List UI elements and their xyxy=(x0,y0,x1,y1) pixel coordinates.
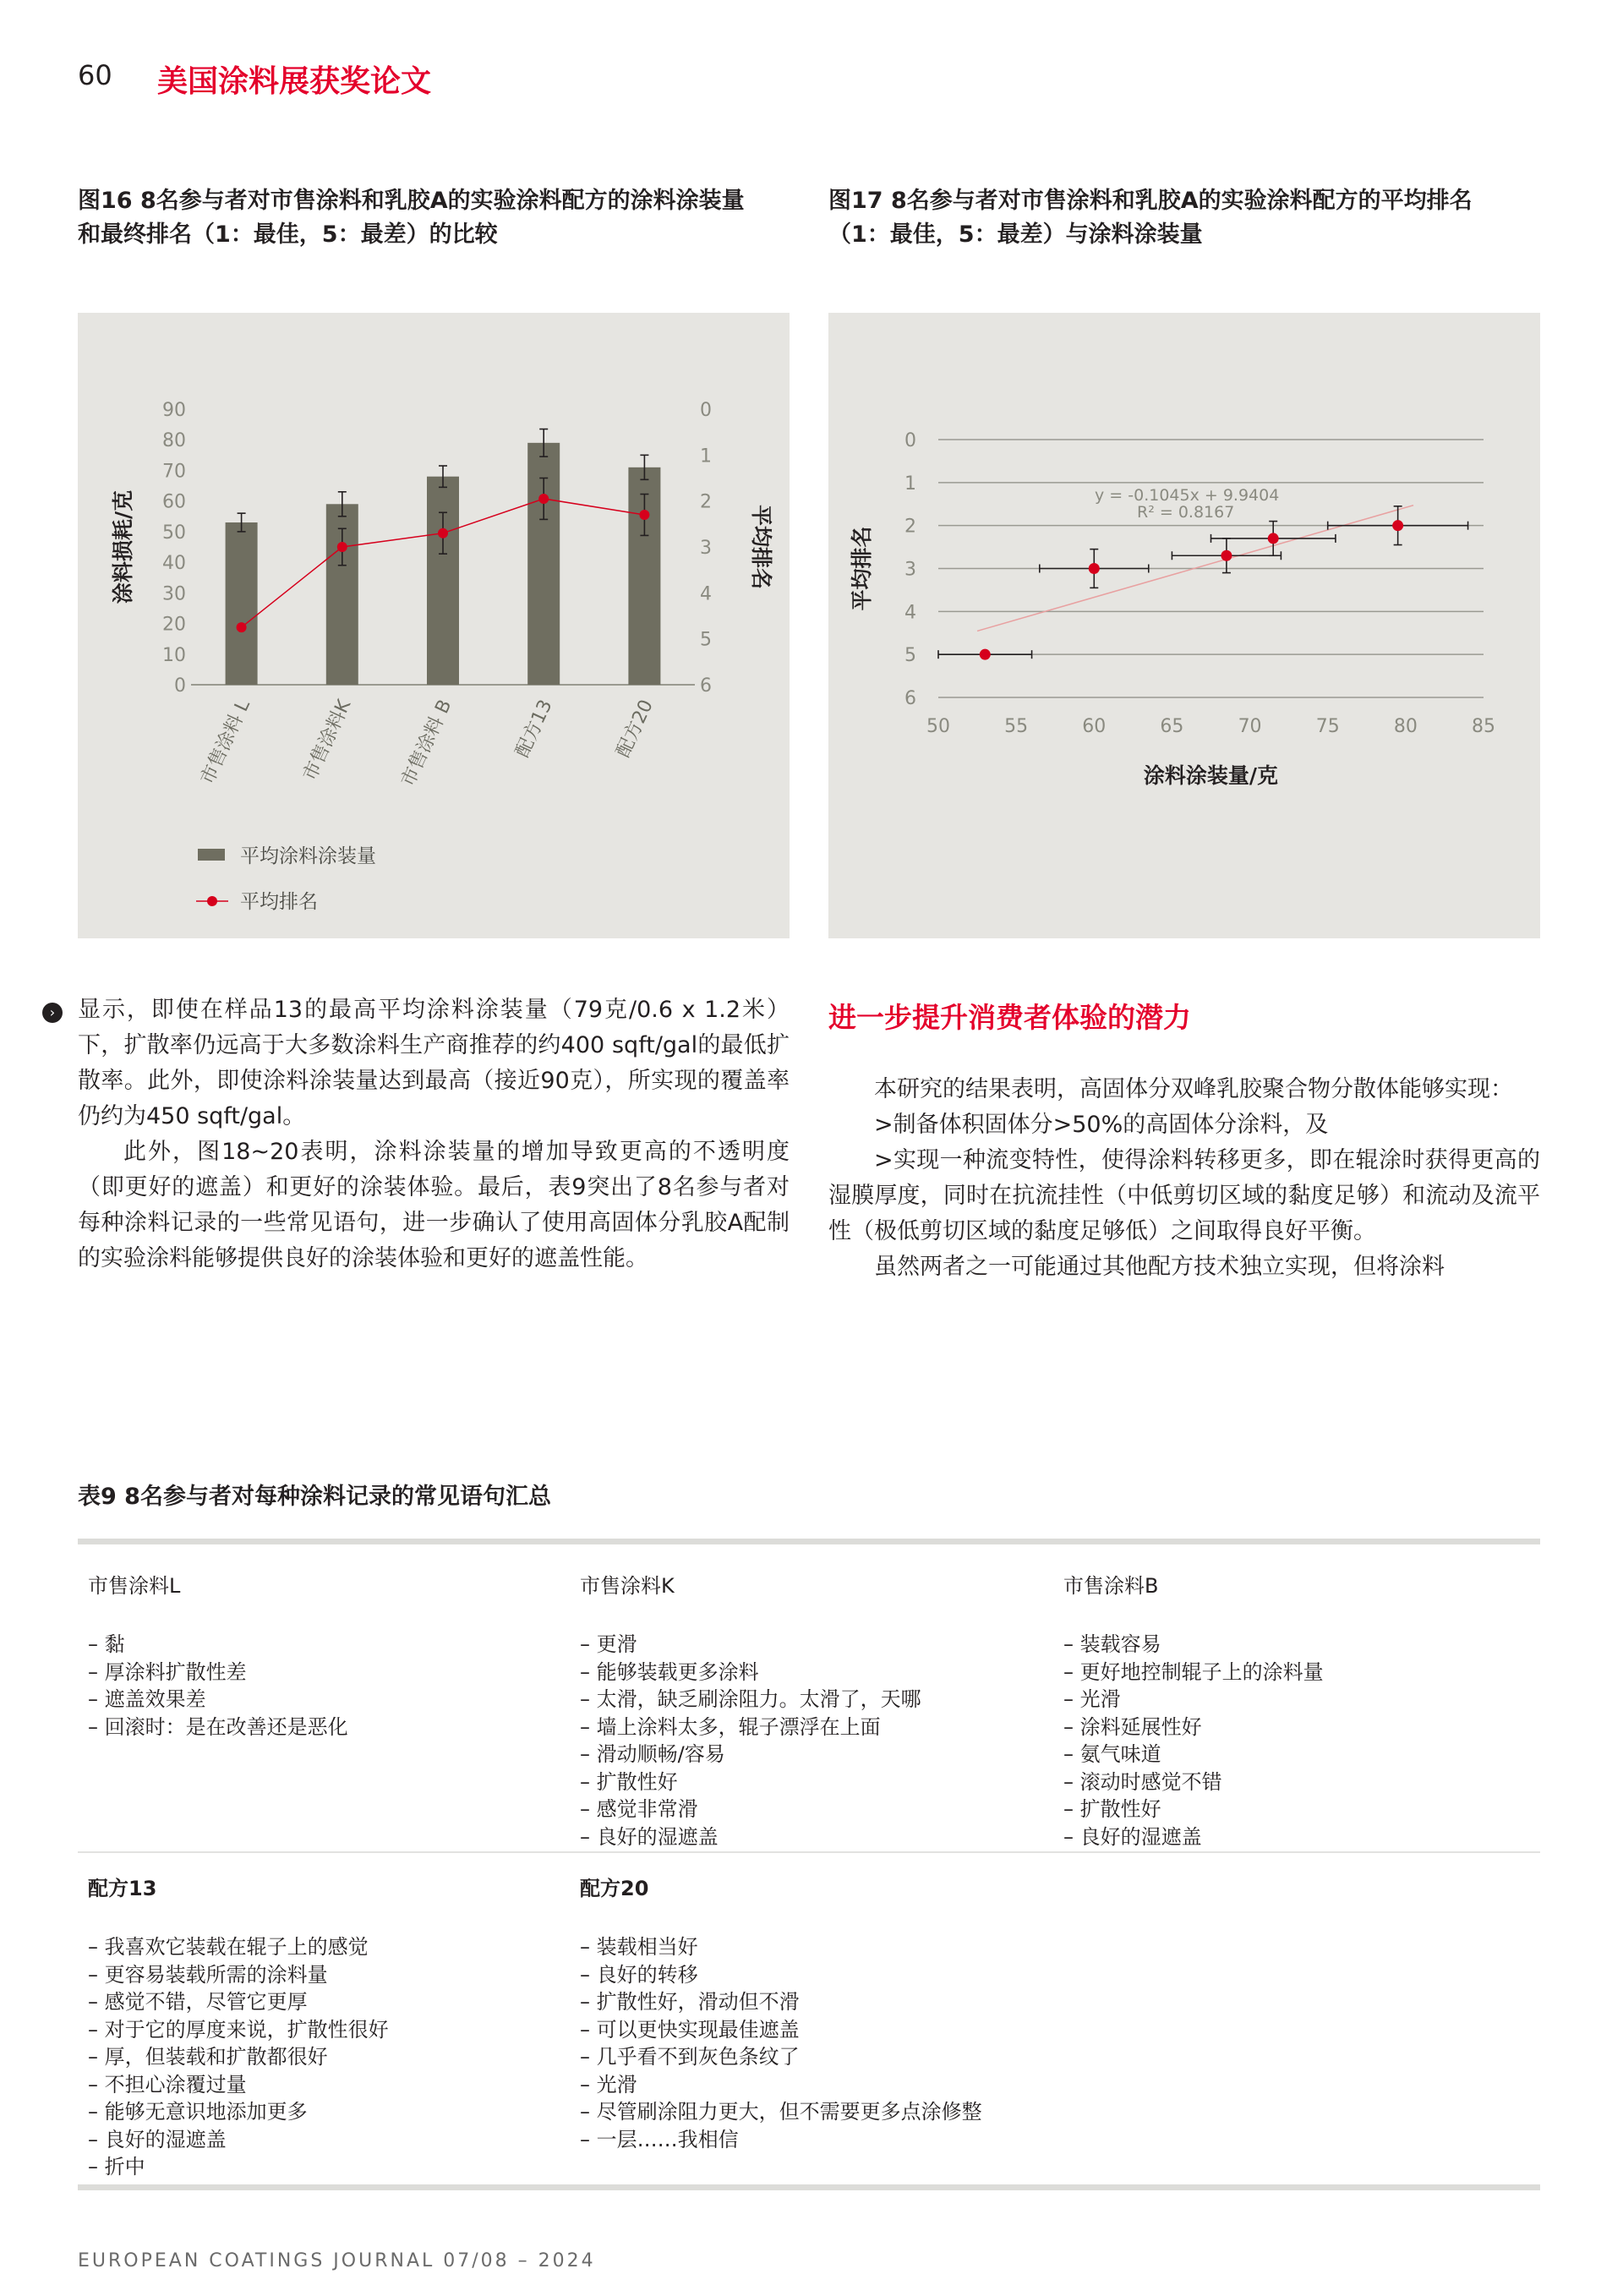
table9-item: – 良好的转移 xyxy=(580,1962,698,1987)
fig16-y2-tick-label: 4 xyxy=(700,583,712,605)
table9-item: – 装载容易 xyxy=(1063,1632,1161,1656)
table9-item: – 更容易装载所需的涂料量 xyxy=(88,1962,328,1987)
section-heading: 进一步提升消费者体验的潜力 xyxy=(828,1001,1191,1034)
footer-journal: EUROPEAN COATINGS JOURNAL 07/08 – 2024 xyxy=(78,2250,596,2271)
fig17-x-tick-label: 75 xyxy=(1315,716,1340,737)
table9-cell-commercial-b xyxy=(1063,1569,1537,1850)
fig16-rank-point xyxy=(337,542,347,552)
fig16-bar xyxy=(226,522,258,685)
table9-item: – 不担心涂覆过量 xyxy=(88,2072,247,2096)
table9-col-header: 市售涂料B xyxy=(1063,1574,1159,1598)
table9-item: – 滑动顺畅/容易 xyxy=(580,1742,725,1766)
body-left-paragraph-2: 此外，图18~20表明，涂料涂装量的增加导致更高的不透明度（即更好的遮盖）和更好的涂装体验。最后，表9突出了8名参与者对每种涂料记录的一些常见语句，进一步确认了使用高固体分乳胶A配制的实验涂料能够提供良好的涂装体验和更好的遮盖性能。 xyxy=(78,1139,790,1271)
fig17-x-tick-label: 60 xyxy=(1082,716,1107,737)
fig16-y2-tick-label: 5 xyxy=(700,629,712,651)
fig17-chart xyxy=(828,313,1540,938)
table9-top-rule xyxy=(78,1539,1540,1544)
fig17-trend-equation: y = -0.1045x + 9.9404 xyxy=(1095,486,1280,505)
table9-item: – 良好的湿遮盖 xyxy=(580,1824,719,1849)
table9-item-list xyxy=(1063,1631,1537,1850)
table9-item: – 装载相当好 xyxy=(580,1935,698,1959)
fig16-y-tick-label: 80 xyxy=(162,430,186,452)
table9-col-header: 配方20 xyxy=(580,1877,649,1900)
fig16-svg xyxy=(78,313,790,938)
fig16-chart xyxy=(78,313,790,938)
table9-item: – 感觉不错，尽管它更厚 xyxy=(88,1990,308,2014)
table9-col-header: 配方13 xyxy=(88,1877,157,1900)
fig17-data-point xyxy=(1392,520,1403,531)
table9-item-list xyxy=(580,1933,1172,2153)
fig16-y-tick-label: 40 xyxy=(162,553,186,575)
table9-item: – 尽管刷涂阻力更大，但不需要更多点涂修整 xyxy=(580,2100,982,2124)
fig16-y2-tick-label: 1 xyxy=(700,446,712,467)
table9-item: – 几乎看不到灰色条纹了 xyxy=(580,2045,800,2069)
fig17-data-point xyxy=(1089,563,1100,574)
fig16-y2-tick-label: 6 xyxy=(700,675,712,697)
fig17-y-tick-label: 4 xyxy=(904,602,916,624)
table9-item-list xyxy=(88,1631,561,1741)
fig17-y-axis-label: 平均排名 xyxy=(850,526,874,611)
body-right xyxy=(828,1072,1540,1285)
table9-item: – 对于它的厚度来说，扩散性很好 xyxy=(88,2017,389,2042)
table9-item: – 厚涂料扩散性差 xyxy=(88,1659,247,1684)
fig16-x-tick-label: 市售涂料 B xyxy=(397,696,456,790)
body-right-paragraph-1: 本研究的结果表明，高固体分双峰乳胶聚合物分散体能够实现： xyxy=(874,1076,1513,1102)
body-right-paragraph-2: >制备体积固体分>50%的高固体分涂料，及 xyxy=(874,1112,1329,1138)
table9-item: – 墙上涂料太多，辊子漂浮在上面 xyxy=(580,1714,881,1739)
fig17-svg xyxy=(828,313,1540,938)
table9-item: – 更滑 xyxy=(580,1632,637,1656)
page-title: 美国涂料展获奖论文 xyxy=(157,64,432,99)
fig17-trend-r2: R² = 0.8167 xyxy=(1137,503,1235,522)
fig16-x-tick-label: 配方13 xyxy=(511,696,557,761)
fig17-x-tick-label: 50 xyxy=(926,716,950,737)
body-right-paragraph-4: 虽然两者之一可能通过其他配方技术独立实现，但将涂料 xyxy=(874,1254,1445,1280)
table9-item: – 可以更快实现最佳遮盖 xyxy=(580,2017,800,2042)
table9-caption: 表9 8名参与者对每种涂料记录的常见语句汇总 xyxy=(78,1484,551,1510)
circle-chevron-right-icon: › xyxy=(42,1003,63,1023)
body-left xyxy=(78,992,790,1276)
table9-cell-commercial-l xyxy=(88,1569,561,1741)
table9-item: – 滚动时感觉不错 xyxy=(1063,1769,1222,1794)
fig16-rank-point xyxy=(639,510,649,520)
fig17-x-axis-label: 涂料涂装量/克 xyxy=(1143,763,1279,788)
table9-item: – 折中 xyxy=(88,2155,145,2178)
fig17-x-tick-label: 55 xyxy=(1004,716,1029,737)
fig16-legend-bar-swatch xyxy=(198,849,225,861)
fig16-y-tick-label: 60 xyxy=(162,491,186,513)
fig17-data-point xyxy=(980,649,991,660)
fig17-y-tick-label: 5 xyxy=(904,645,916,667)
table9-item: – 能够无意识地添加更多 xyxy=(88,2100,308,2124)
fig16-caption-line2: 和最终排名（1：最佳，5：最差）的比较 xyxy=(78,221,498,248)
table9-item: – 扩散性好 xyxy=(580,1769,678,1794)
fig17-x-tick-label: 85 xyxy=(1472,716,1495,737)
fig17-y-tick-label: 2 xyxy=(904,516,916,538)
fig16-x-tick-label: 市售涂料 L xyxy=(197,696,255,788)
table9-item: – 扩散性好 xyxy=(1063,1797,1161,1821)
table9-item: – 能够装载更多涂料 xyxy=(580,1659,759,1684)
fig17-data-point xyxy=(1221,550,1232,561)
table9-item: – 回滚时：是在改善还是恶化 xyxy=(88,1714,348,1739)
table9-row-divider xyxy=(78,1851,1540,1853)
table9-item-list xyxy=(580,1631,1053,1850)
fig17-caption-line1: 图17 8名参与者对市售涂料和乳胶A的实验涂料配方的平均排名 xyxy=(828,188,1473,214)
table9-cell-formula-13 xyxy=(88,1872,561,2181)
fig16-x-tick-label: 配方20 xyxy=(612,696,658,761)
table9-item: – 氨气味道 xyxy=(1063,1742,1161,1766)
fig16-y-tick-label: 10 xyxy=(162,644,186,666)
table9-item-list xyxy=(88,1933,561,2181)
table9-item: – 良好的湿遮盖 xyxy=(88,2127,227,2151)
table9-item: – 涂料延展性好 xyxy=(1063,1714,1202,1739)
fig16-y-tick-label: 70 xyxy=(162,461,186,483)
table9-cell-commercial-k xyxy=(580,1569,1053,1850)
table9-item: – 遮盖效果差 xyxy=(88,1687,206,1711)
table9-item: – 黏 xyxy=(88,1632,125,1656)
table9-item: – 扩散性好，滑动但不滑 xyxy=(580,1990,800,2014)
table9-item: – 一层……我相信 xyxy=(580,2127,739,2151)
body-left-paragraph-1: 显示，即使在样品13的最高平均涂料涂装量（79克/0.6 x 1.2米）下，扩散率仍远高于大多数涂料生产商推荐的约400 sqft/gal的最低扩散率。此外，即使涂料涂装量达到最高（接近90克），所实现的覆盖率仍约为450 sqft/gal。 xyxy=(78,997,790,1129)
fig16-y-tick-label: 20 xyxy=(162,614,186,636)
table9-cell-formula-20 xyxy=(580,1872,1172,2153)
fig16-rank-point xyxy=(538,494,549,504)
table9-col-header: 市售涂料L xyxy=(88,1574,181,1598)
table9-item: – 光滑 xyxy=(580,2072,637,2096)
table9-item: – 太滑，缺乏刷涂阻力。太滑了，天哪 xyxy=(580,1687,921,1711)
fig16-y-tick-label: 50 xyxy=(162,522,186,544)
fig16-legend-line-label: 平均排名 xyxy=(240,891,318,913)
fig16-y2-axis-label: 平均排名 xyxy=(749,504,773,590)
fig17-data-point xyxy=(1268,533,1279,544)
fig17-x-tick-label: 80 xyxy=(1393,716,1418,737)
fig16-y-tick-label: 90 xyxy=(162,400,186,421)
fig16-rank-point xyxy=(237,622,247,632)
fig16-x-tick-label: 市售涂料K xyxy=(299,696,356,784)
fig17-y-tick-label: 3 xyxy=(904,559,916,581)
fig17-caption xyxy=(828,184,1547,252)
fig17-caption-line2: （1：最佳，5：最差）与涂料涂装量 xyxy=(828,221,1203,248)
fig17-y-tick-label: 6 xyxy=(904,688,916,709)
table9-bottom-rule xyxy=(78,2184,1540,2190)
table9-item: – 良好的湿遮盖 xyxy=(1063,1824,1202,1849)
table9-item: – 更好地控制辊子上的涂料量 xyxy=(1063,1659,1324,1684)
fig17-y-tick-label: 1 xyxy=(904,473,916,495)
fig16-rank-point xyxy=(438,528,448,538)
fig16-y-tick-label: 0 xyxy=(174,675,186,697)
table9-item: – 厚，但装载和扩散都很好 xyxy=(88,2045,328,2069)
table9-item: – 我喜欢它装载在辊子上的感觉 xyxy=(88,1935,369,1959)
fig17-x-tick-label: 70 xyxy=(1238,716,1262,737)
page-number: 60 xyxy=(78,59,112,91)
fig16-y-axis-label: 涂料损耗/克 xyxy=(111,489,135,604)
fig16-caption xyxy=(78,184,796,252)
fig16-y2-tick-label: 3 xyxy=(700,538,712,559)
fig16-legend-line-marker xyxy=(207,896,217,906)
fig17-y-tick-label: 0 xyxy=(904,430,916,451)
fig16-y2-tick-label: 2 xyxy=(700,491,712,513)
body-right-paragraph-3: >实现一种流变特性，使得涂料转移更多，即在辊涂时获得更高的湿膜厚度，同时在抗流挂性（中低剪切区域的黏度足够）和流动及流平性（极低剪切区域的黏度足够低）之间取得良好平衡。 xyxy=(828,1147,1540,1244)
fig16-caption-line1: 图16 8名参与者对市售涂料和乳胶A的实验涂料配方的涂料涂装量 xyxy=(78,188,745,214)
fig16-legend-bar-label: 平均涂料涂装量 xyxy=(240,845,376,867)
fig16-y2-tick-label: 0 xyxy=(700,400,712,421)
table9-item: – 感觉非常滑 xyxy=(580,1797,698,1821)
fig17-x-tick-label: 65 xyxy=(1160,716,1184,737)
table9-col-header: 市售涂料K xyxy=(580,1574,675,1598)
table9-item: – 光滑 xyxy=(1063,1687,1121,1711)
fig16-y-tick-label: 30 xyxy=(162,583,186,605)
fig16-bar xyxy=(427,477,459,685)
